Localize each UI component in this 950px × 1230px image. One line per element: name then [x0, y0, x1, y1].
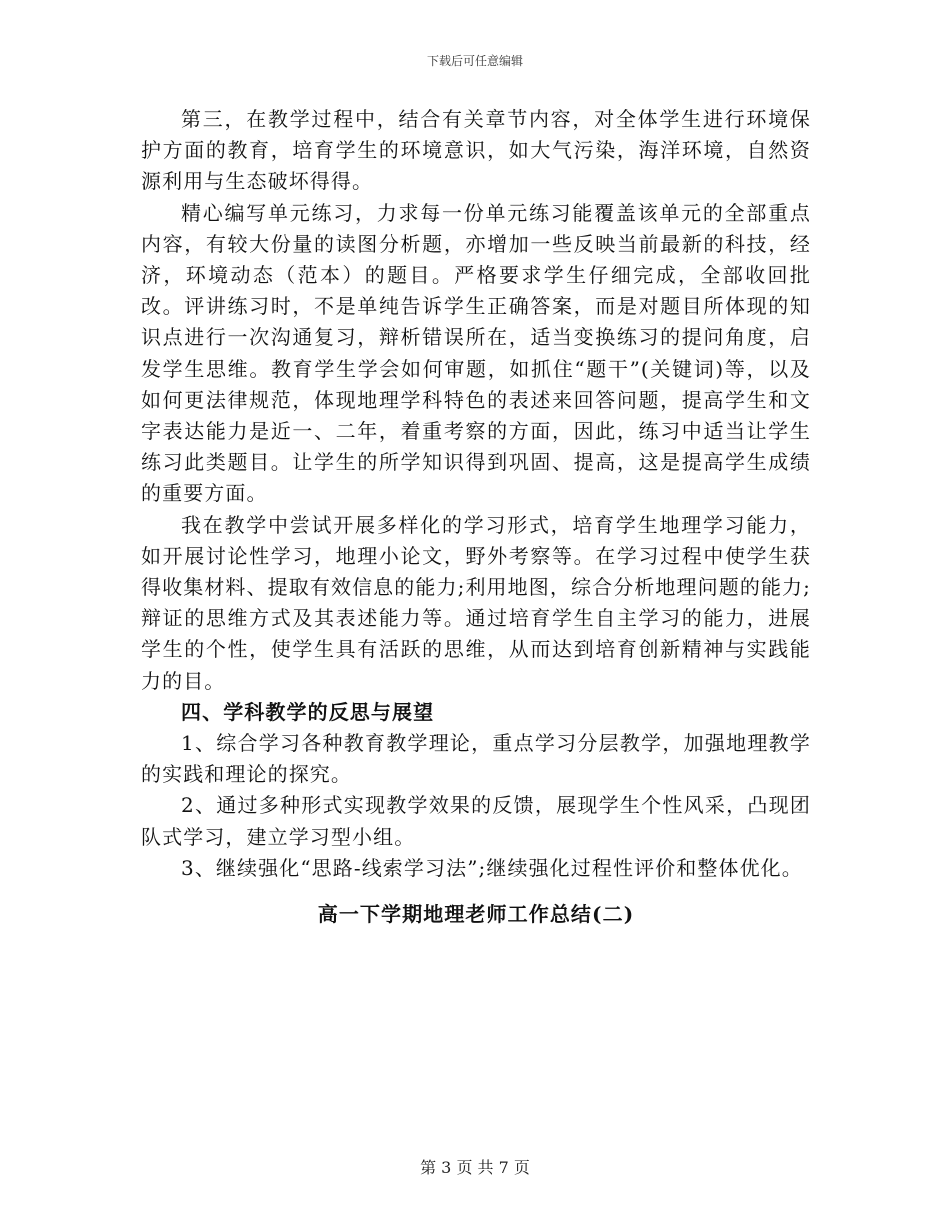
paragraph-learning-forms: 我在教学中尝试开展多样化的学习形式，培育学生地理学习能力，如开展讨论性学习，地理小论文，野外考察等。在学习过程中使学生获得收集材料、提取有效信息的能力;利用地图，综合分析地理问题的能力;辩证的思维方式及其表述能力等。通过培育学生自主学习的能力，进展学生的个性，使学生具有活跃的思维，从而达到培育创新精神与实践能力的目。 — [141, 512, 811, 693]
list-item-3: 3、继续强化“思路-线索学习法”;继续强化过程性评价和整体优化。 — [181, 855, 803, 880]
next-document-title: 高一下学期地理老师工作总结(二) — [317, 902, 635, 927]
page-header-note: 下载后可任意编辑 — [426, 54, 523, 68]
document-body — [141, 104, 811, 930]
page-footer-number: 第 3 页 共 7 页 — [420, 1158, 530, 1177]
section-heading-reflection: 四、学科教学的反思与展望 — [181, 699, 435, 724]
paragraph-unit-exercises: 精心编写单元练习，力求每一份单元练习能覆盖该单元的全部重点内容，有较大份量的读图分析题，亦增加一些反映当前最新的科技，经济，环境动态（范本）的题目。严格要求学生仔细完成，全部收回批改。评讲练习时，不是单纯告诉学生正确答案，而是对题目所体现的知识点进行一次沟通复习，辩析错误所在，适当变换练习的提问角度，启发学生思维。教育学生学会如何审题，如抓住“题干”(关键词)等，以及如何更法律规范，体现地理学科特色的表述来回答问题，提高学生和文字表达能力是近一、二年，着重考察的方面，因此，练习中适当让学生练习此类题目。让学生的所学知识得到巩固、提高，这是提高学生成绩的重要方面。 — [141, 200, 811, 506]
list-item-1: 1、综合学习各种教育教学理论，重点学习分层教学，加强地理教学的实践和理论的探究。 — [141, 731, 811, 787]
paragraph-environmental-education: 第三，在教学过程中，结合有关章节内容，对全体学生进行环境保护方面的教育，培育学生的环境意识，如大气污染，海洋环境，自然资源利用与生态破坏得得。 — [141, 107, 811, 194]
list-item-2: 2、通过多种形式实现教学效果的反馈，展现学生个性风采，凸现团队式学习，建立学习型小组。 — [141, 793, 811, 849]
